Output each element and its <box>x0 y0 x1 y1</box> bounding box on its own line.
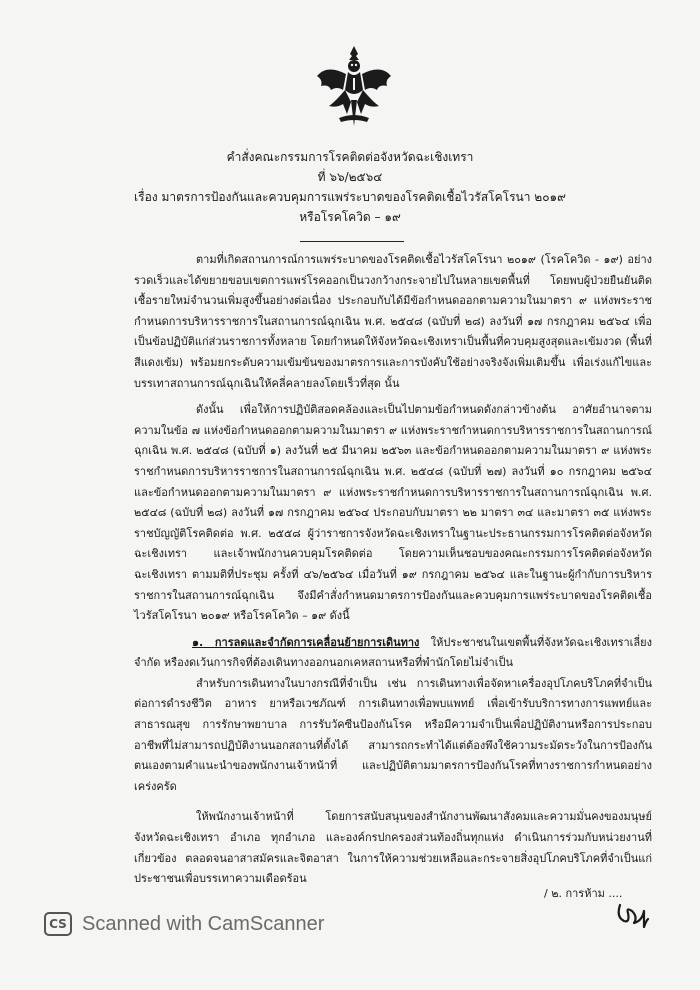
scanner-watermark-text: Scanned with CamScanner <box>82 912 325 935</box>
item-1-title: ๑. การลดและจำกัดการเคลื่อนย้ายการเดินทาง <box>192 635 420 649</box>
paragraph-assistance: ให้พนักงานเจ้าหน้าที่ โดยการสนับสนุนของสำนักงานพัฒนาสังคมและความมั่นคงของมนุษย์จังหวัดฉะเชิงเทรา อำเภอ ทุกอำเภอ และองค์กรปกครองส่วนท้องถิ่นทุกแห่ง ดำเนินการร่วมกับหน่วยงานที่เกี่ยวข้อง ตลอดจนอาสาสมัครและจิตอาสา ในการให้ความช่วยเหลือและกระจายสิ่งอุปโภคบริโภคที่จำเป็นแก่ประชาชนเพื่อบรรเทาความเดือดร้อน <box>134 810 652 886</box>
paragraph-exceptions: สำหรับการเดินทางในบางกรณีที่จำเป็น เช่น การเดินทางเพื่อจัดหาเครื่องอุปโภคบริโภคที่จำเป็นต่อการดำรงชีวิต อาหาร ยาหรือเวชภัณฑ์ การเดินทางเพื่อพบแพทย์ เพื่อเข้ารับบริการทางการแพทย์และสาธารณสุข การรักษาพยาบาล การรับวัคซีนป้องกันโรค หรือมีความจำเป็นเพื่อปฏิบัติงานหรือการประกอบอาชีพที่ไม่สามารถปฏิบัติงานนอกสถานที่ตั้งได้ สามารถกระทำได้แต่ต้องพึงใช้ความระมัดระวังในการป้องกันตนเองตามคำแนะนำของพนักงานเจ้าหน้าที่ และปฏิบัติตามมาตรการป้องกันโรคที่ทางราชการกำหนดอย่างเคร่งครัด <box>134 676 652 793</box>
garuda-emblem-icon <box>313 44 395 128</box>
item-1 <box>134 633 652 674</box>
document-body <box>134 250 652 890</box>
camscanner-logo-icon: CS <box>44 912 72 936</box>
order-number: ที่ ๖๖/๒๕๖๔ <box>317 170 383 184</box>
order-subject-cont: หรือโรคโควิด – ๑๙ <box>299 210 401 224</box>
header-divider <box>300 241 404 242</box>
paragraph-background: ตามที่เกิดสถานการณ์การแพร่ระบาดของโรคติดเชื้อไวรัสโคโรนา ๒๐๑๙ (โรคโควิด - ๑๙) อย่างรวดเร็วและได้ขยายขอบเขตการแพร่โรคออกเป็นวงกว้างกระจายไปในหลายเขตพื้นที่ โดยพบผู้ป่วยยืนยันติดเชื้อรายใหม่จำนวนเพิ่มสูงขึ้นอย่างต่อเนื่อง ประกอบกับได้มีข้อกำหนดออกตามความในมาตรา ๙ แห่งพระราชกำหนดการบริหารราชการในสถานการณ์ฉุกเฉิน พ.ศ. ๒๕๔๘ (ฉบับที่ ๒๘) ลงวันที่ ๑๗ กรกฎาคม ๒๕๖๔ เพื่อเป็นข้อปฏิบัติแก่ส่วนราชการทั้งหลาย โดยกำหนดให้จังหวัดฉะเชิงเทราเป็นพื้นที่ควบคุมสูงสุดและเข้มงวด (พื้นที่สีแดงเข้ม) พร้อมยกระดับความเข้มข้นของมาตรการและการบังคับใช้อย่างจริงจังเพิ่มเติมขึ้น เพื่อเร่งแก้ไขและบรรเทาสถานการณ์ฉุกเฉินให้คลี่คลายลงโดยเร็วที่สุด นั้น <box>134 253 652 390</box>
order-subject: เรื่อง มาตรการป้องกันและควบคุมการแพร่ระบาดของโรคติดเชื้อไวรัสโคโรนา ๒๐๑๙ <box>134 190 566 204</box>
next-page-marker: / ๒. การห้าม .... <box>544 887 623 900</box>
paragraph-authority: ดังนั้น เพื่อให้การปฏิบัติสอดคล้องและเป็นไปตามข้อกำหนดดังกล่าวข้างต้น อาศัยอำนาจตามความในข้อ ๗ แห่งข้อกำหนดออกตามความในมาตรา ๙ แห่งพระราชกำหนดการบริหารราชการในสถานการณ์ฉุกเฉิน พ.ศ. ๒๕๔๘ (ฉบับที่ ๑) ลงวันที่ ๒๕ มีนาคม ๒๕๖๓ และข้อกำหนดออกตามความในมาตรา ๙ แห่งพระราชกำหนดการบริหารราชการในสถานการณ์ฉุกเฉิน พ.ศ. ๒๕๔๘ (ฉบับที่ ๒๗) ลงวันที่ ๑๐ กรกฎาคม ๒๕๖๔ และข้อกำหนดออกตามความในมาตรา ๙ แห่งพระราชกำหนดการบริหารราชการในสถานการณ์ฉุกเฉิน พ.ศ. ๒๕๔๘ (ฉบับที่ ๒๘) ลงวันที่ ๑๗ กรกฎาคม ๒๕๖๔ ประกอบกับมาตรา ๒๒ มาตรา ๓๔ และมาตรา ๓๕ แห่งพระราชบัญญัติโรคติดต่อ พ.ศ. ๒๕๕๘ ผู้ว่าราชการจังหวัดฉะเชิงเทราในฐานะประธานกรรมการโรคติดต่อจังหวัดฉะเชิงเทรา และเจ้าพนักงานควบคุมโรคติดต่อ โดยความเห็นชอบของคณะกรรมการโรคติดต่อจังหวัดฉะเชิงเทรา ตามมติที่ประชุม ครั้งที่ ๔๖/๒๕๖๔ เมื่อวันที่ ๑๙ กรกฎาคม ๒๕๖๔ และในฐานะผู้กำกับการบริหารราชการในสถานการณ์ฉุกเฉิน จึงมีคำสั่งกำหนดมาตรการป้องกันและควบคุมการแพร่ระบาดของโรคติดเชื้อไวรัสโคโรนา ๒๐๑๙ หรือโรคโควิด – ๑๙ ดังนี้ <box>134 403 652 623</box>
item-1-text: ให้ประชาชนในเขตพื้นที่จังหวัดฉะเชิงเทราเลี่ยง จำกัด หรืองดเว้นการกิจที่ต้องเดินทางออกนอกเคหสถานหรือที่พำนักโดยไม่จำเป็น <box>134 635 652 670</box>
signature-icon <box>614 897 650 931</box>
scanner-watermark <box>44 910 324 938</box>
order-issuer: คำสั่งคณะกรรมการโรคติดต่อจังหวัดฉะเชิงเทรา <box>226 150 474 164</box>
document-header <box>0 147 700 227</box>
